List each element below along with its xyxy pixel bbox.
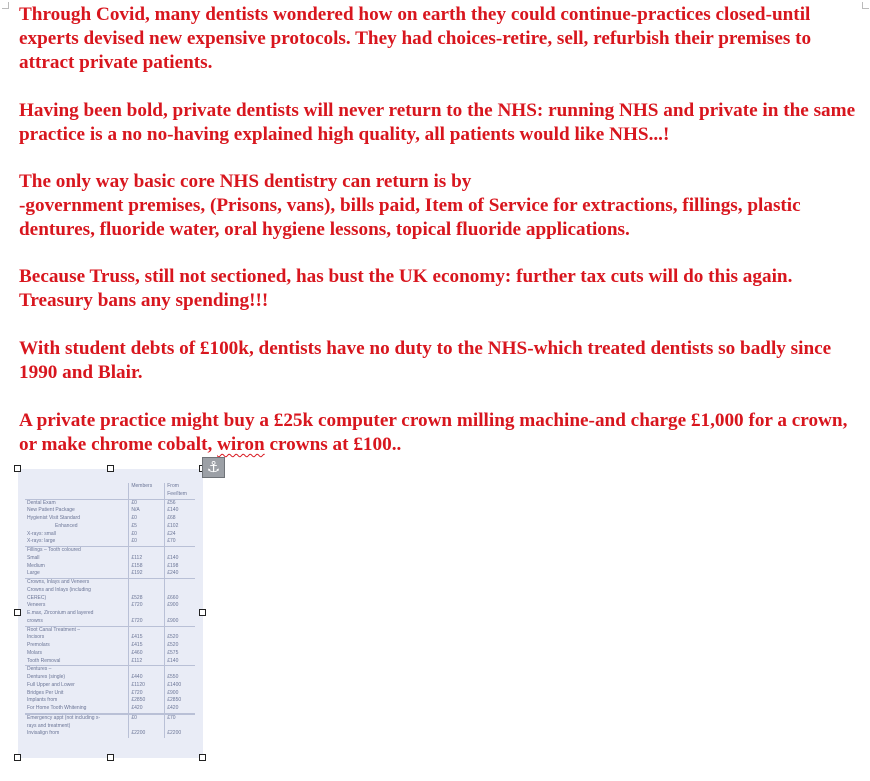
price-row (25, 690, 195, 698)
price-members: £2850 (129, 697, 165, 705)
resize-handle-top-middle[interactable] (107, 465, 114, 472)
price-from: £70 (165, 714, 195, 722)
price-members: £1120 (129, 682, 165, 690)
price-from: £140 (167, 554, 179, 561)
paragraph-private-practice-text: A private practice might buy a £25k computer crown milling machine-and charge £1,000 for a crown, or make chrome cobalt, (19, 410, 848, 455)
price-from (165, 547, 195, 555)
price-item: CEREC) (25, 595, 129, 603)
price-members: £112 (129, 658, 165, 666)
price-members: £0 (129, 499, 165, 507)
price-members: £460 (129, 650, 165, 658)
resize-handle-bottom-left[interactable] (14, 754, 21, 761)
price-from: £70 (167, 538, 176, 545)
page-corner-mark-left (2, 2, 9, 9)
price-from: £24 (167, 530, 176, 537)
price-list-image[interactable] (18, 469, 203, 758)
spellcheck-flagged-word[interactable]: wiron (217, 434, 265, 455)
price-members (129, 587, 165, 595)
price-from (165, 626, 195, 634)
price-row (25, 570, 195, 578)
price-row (25, 674, 195, 682)
price-item: X-rays: small (25, 531, 129, 539)
price-from: £900 (167, 617, 179, 624)
price-row (25, 666, 195, 674)
price-from: £1400 (167, 681, 182, 688)
price-from: £575 (167, 649, 179, 656)
paragraph-government-premises[interactable]: -government premises, (Prisons, vans), bills paid, Item of Service for extractions, fillings, plastic dentures, fluoride water, oral hygiene lessons, topical fluoride applications. (19, 195, 801, 240)
price-members: £0 (129, 538, 165, 546)
price-item: New Patient Package (25, 507, 129, 515)
price-item: Hygienist Visit Standard (25, 515, 129, 523)
price-row (25, 634, 195, 642)
price-from (165, 579, 195, 587)
price-members: £0 (129, 531, 165, 539)
price-from: £520 (167, 642, 179, 648)
price-row (25, 658, 195, 666)
price-row (25, 730, 195, 738)
price-members: £415 (129, 634, 165, 642)
price-item: Fillings – Tooth coloured (25, 547, 129, 555)
price-item: Enhanced (25, 523, 129, 531)
price-row (25, 595, 195, 603)
price-row (25, 705, 195, 713)
price-item: Bridges Per Unit (25, 690, 129, 698)
price-from: £240 (167, 570, 179, 577)
price-members: N/A (129, 507, 165, 515)
price-list-table (25, 483, 195, 738)
price-row (25, 587, 195, 595)
paragraph-covid[interactable]: Through Covid, many dentists wondered how on earth they could continue-practices closed-until experts devised new expensive protocols. They had choices-retire, sell, refurbish their premises to attract private patients. (19, 4, 812, 73)
price-members (129, 547, 165, 555)
price-row (25, 714, 195, 722)
price-item: Incisors (25, 634, 129, 642)
price-row (25, 515, 195, 523)
price-from: £2200 (167, 730, 182, 737)
price-members: £192 (129, 570, 165, 578)
price-from: £68 (167, 515, 176, 521)
price-from: £900 (167, 602, 179, 609)
price-members (129, 610, 165, 618)
price-members: £2200 (129, 730, 165, 738)
price-item: For Home Tooth Whitening (25, 705, 129, 713)
price-item: Full Upper and Lower (25, 682, 129, 690)
price-item: crowns (25, 618, 129, 626)
resize-handle-top-left[interactable] (14, 465, 21, 472)
price-row (25, 579, 195, 587)
price-from (165, 610, 195, 618)
price-item: Implants from (25, 697, 129, 705)
price-members: £112 (129, 555, 165, 563)
price-item: Emergency appt (not including x- (25, 714, 129, 722)
price-item: X-rays: large (25, 538, 129, 546)
price-item: Root Canal Treatment – (25, 626, 129, 634)
price-row (25, 499, 195, 507)
price-item: Dentures (single) (25, 674, 129, 682)
price-from: £198 (167, 562, 179, 569)
price-from (165, 723, 195, 731)
anchor-icon[interactable]: ⚓ (202, 457, 225, 478)
price-members: £0 (129, 515, 165, 523)
price-row (25, 538, 195, 546)
price-item: Dental Exam (25, 499, 129, 507)
price-row (25, 531, 195, 539)
price-members: £440 (129, 674, 165, 682)
price-members: £720 (129, 602, 165, 610)
price-item: Tooth Removal (25, 658, 129, 666)
paragraph-truss[interactable]: Because Truss, still not sectioned, has bust the UK economy: further tax cuts will do this again. Treasury bans any spending!!! (19, 266, 793, 311)
price-from: £102 (167, 522, 179, 529)
price-item: Crowns, Inlays and Veneers (25, 579, 129, 587)
price-members: £720 (129, 690, 165, 698)
price-item: Large (25, 570, 129, 578)
price-item: Crowns and Inlays (including (25, 587, 129, 595)
price-item: Small (25, 555, 129, 563)
price-members: £720 (129, 618, 165, 626)
resize-handle-bottom-middle[interactable] (107, 754, 114, 761)
price-members (129, 626, 165, 634)
price-item: Medium (25, 563, 129, 571)
price-row (25, 618, 195, 626)
price-row (25, 610, 195, 618)
price-from: £140 (167, 657, 179, 664)
price-from (165, 666, 195, 674)
header-members: Members (129, 483, 165, 491)
price-from: £420 (167, 705, 179, 711)
price-members: £528 (129, 595, 165, 603)
price-from: £900 (167, 689, 179, 696)
paragraph-private-practice[interactable] (19, 409, 864, 457)
paragraph-private-dentists[interactable]: Having been bold, private dentists will never return to the NHS: running NHS and private in the same practice is a no no-having explained high quality, all patients would like NHS...! (19, 100, 856, 145)
price-from: £550 (167, 674, 179, 680)
resize-handle-middle-right[interactable] (199, 609, 206, 616)
price-row (25, 563, 195, 571)
price-row (25, 626, 195, 634)
price-from (165, 587, 195, 595)
price-members (129, 666, 165, 674)
price-row (25, 642, 195, 650)
price-row (25, 602, 195, 610)
paragraph-private-practice-end: crowns at £100.. (269, 434, 402, 455)
price-members: £0 (129, 714, 165, 722)
price-from: £56 (165, 499, 195, 507)
price-row (25, 697, 195, 705)
header-fee: Fee/Item (167, 490, 187, 497)
paragraph-only-way[interactable]: The only way basic core NHS dentistry can return is by (19, 171, 472, 192)
header-from: From (167, 483, 179, 489)
price-item: Veneers (25, 602, 129, 610)
price-from: £520 (167, 634, 179, 641)
price-members: £158 (129, 563, 165, 571)
price-row (25, 507, 195, 515)
price-row (25, 650, 195, 658)
price-item: rays and treatment) (25, 723, 129, 731)
resize-handle-bottom-right[interactable] (199, 754, 206, 761)
price-from: £140 (167, 507, 179, 514)
price-item: Molars (25, 650, 129, 658)
paragraph-student-debts[interactable]: With student debts of £100k, dentists have no duty to the NHS-which treated dentists so badly since 1990 and Blair. (19, 338, 832, 383)
price-item: Dentures – (25, 666, 129, 674)
price-item: E.max, Zirconium and layered (25, 610, 129, 618)
price-members (129, 723, 165, 731)
price-row (25, 547, 195, 555)
price-from: £660 (167, 594, 179, 601)
price-members: £415 (129, 642, 165, 650)
resize-handle-middle-left[interactable] (14, 609, 21, 616)
price-row (25, 682, 195, 690)
price-row (25, 523, 195, 531)
price-item: Premolars (25, 642, 129, 650)
price-from: £2850 (167, 697, 182, 704)
price-members: £420 (129, 705, 165, 713)
price-row (25, 555, 195, 563)
price-row (25, 723, 195, 731)
price-item: Invisalign from (25, 730, 129, 738)
price-members: £5 (129, 523, 165, 531)
price-members (129, 579, 165, 587)
